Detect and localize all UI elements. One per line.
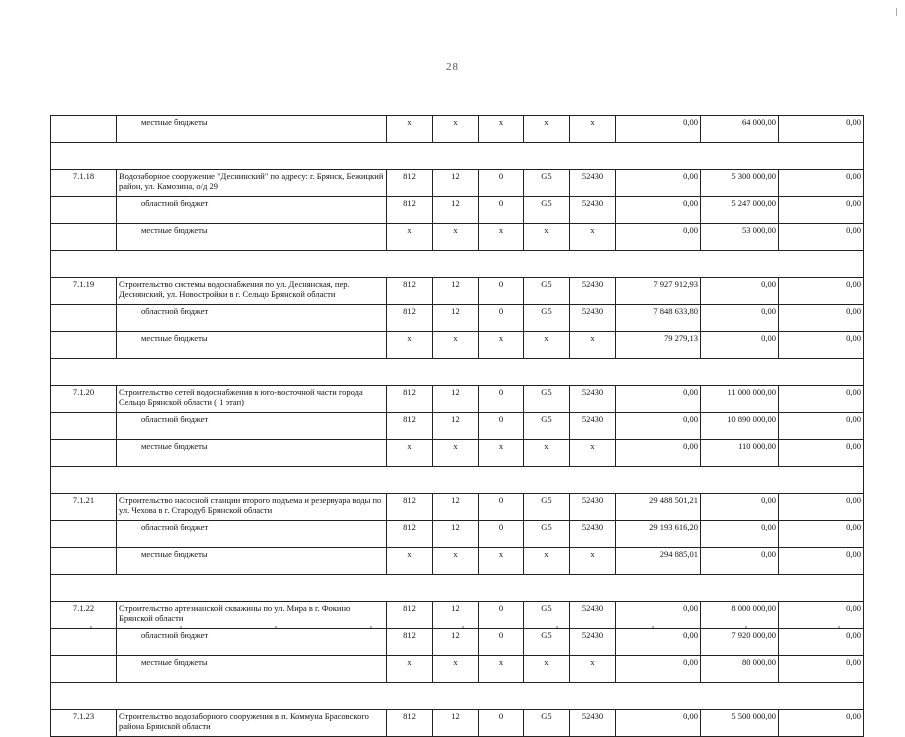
- row-number-cell: [51, 305, 117, 332]
- code-2-cell: 12: [433, 521, 479, 548]
- row-name-cell: Строительство артезианской скважины по ул. Мира в г. Фокино Брянской области: [117, 602, 387, 629]
- amount-3-cell: 0,00: [779, 197, 864, 224]
- scan-speck: [180, 626, 182, 628]
- code-1-cell: 812: [387, 386, 433, 413]
- table-row: [51, 197, 864, 224]
- amount-2-cell: 5 247 000,00: [701, 197, 779, 224]
- code-1-cell: x: [387, 440, 433, 467]
- amount-1-cell: 0,00: [616, 710, 701, 737]
- code-2-cell: 12: [433, 629, 479, 656]
- page-number: 28: [446, 61, 459, 73]
- table-row: [51, 332, 864, 359]
- separator-cell: [51, 467, 864, 494]
- row-name-cell: местные бюджеты: [117, 548, 387, 575]
- code-4-cell: G5: [524, 413, 570, 440]
- code-1-cell: 812: [387, 278, 433, 305]
- amount-2-cell: 5 500 000,00: [701, 710, 779, 737]
- row-number-cell: [51, 521, 117, 548]
- table-row: [51, 278, 864, 305]
- code-5-cell: 52430: [570, 710, 616, 737]
- code-3-cell: x: [479, 332, 524, 359]
- amount-1-cell: 7 927 912,93: [616, 278, 701, 305]
- code-4-cell: G5: [524, 305, 570, 332]
- code-2-cell: 12: [433, 305, 479, 332]
- table-row: [51, 548, 864, 575]
- amount-2-cell: 0,00: [701, 521, 779, 548]
- table-row: [51, 629, 864, 656]
- table-row: [51, 305, 864, 332]
- amount-2-cell: 8 000 000,00: [701, 602, 779, 629]
- code-3-cell: 0: [479, 521, 524, 548]
- row-name-cell: Строительство системы водоснабжения по ул. Деснянская, пер. Деснянский, ул. Новостройки в г. Сельцо Брянской области: [117, 278, 387, 305]
- amount-2-cell: 0,00: [701, 494, 779, 521]
- code-5-cell: 52430: [570, 494, 616, 521]
- code-3-cell: 0: [479, 278, 524, 305]
- scan-speck: [90, 626, 92, 628]
- row-number-cell: 7.1.20: [51, 386, 117, 413]
- table-row: [51, 224, 864, 251]
- amount-2-cell: 0,00: [701, 278, 779, 305]
- amount-3-cell: 0,00: [779, 521, 864, 548]
- separator-cell: [51, 251, 864, 278]
- code-1-cell: x: [387, 116, 433, 143]
- amount-3-cell: 0,00: [779, 440, 864, 467]
- amount-1-cell: 294 885,01: [616, 548, 701, 575]
- amount-1-cell: 0,00: [616, 224, 701, 251]
- code-2-cell: 12: [433, 602, 479, 629]
- amount-2-cell: 80 000,00: [701, 656, 779, 683]
- table-row: [51, 494, 864, 521]
- code-2-cell: x: [433, 548, 479, 575]
- code-5-cell: x: [570, 440, 616, 467]
- code-4-cell: x: [524, 548, 570, 575]
- table-row: [51, 116, 864, 143]
- code-1-cell: x: [387, 548, 433, 575]
- code-5-cell: 52430: [570, 197, 616, 224]
- row-name-cell: областной бюджет: [117, 521, 387, 548]
- table-row: [51, 710, 864, 737]
- table-row: [51, 386, 864, 413]
- code-3-cell: x: [479, 440, 524, 467]
- code-2-cell: 12: [433, 413, 479, 440]
- section-separator: [51, 251, 864, 278]
- amount-2-cell: 53 000,00: [701, 224, 779, 251]
- code-3-cell: x: [479, 116, 524, 143]
- scan-speck: [838, 626, 840, 628]
- section-separator: [51, 359, 864, 386]
- amount-1-cell: 0,00: [616, 629, 701, 656]
- code-2-cell: x: [433, 440, 479, 467]
- code-3-cell: 0: [479, 197, 524, 224]
- row-number-cell: 7.1.18: [51, 170, 117, 197]
- row-number-cell: [51, 440, 117, 467]
- code-1-cell: 812: [387, 602, 433, 629]
- code-3-cell: 0: [479, 305, 524, 332]
- row-number-cell: 7.1.22: [51, 602, 117, 629]
- code-3-cell: 0: [479, 413, 524, 440]
- amount-1-cell: 29 488 501,21: [616, 494, 701, 521]
- row-number-cell: [51, 548, 117, 575]
- code-3-cell: 0: [479, 494, 524, 521]
- code-5-cell: 52430: [570, 602, 616, 629]
- row-number-cell: 7.1.19: [51, 278, 117, 305]
- row-number-cell: [51, 332, 117, 359]
- budget-table: [50, 115, 864, 737]
- code-1-cell: 812: [387, 170, 433, 197]
- code-2-cell: 12: [433, 170, 479, 197]
- amount-3-cell: 0,00: [779, 656, 864, 683]
- code-1-cell: 812: [387, 629, 433, 656]
- code-4-cell: G5: [524, 710, 570, 737]
- row-name-cell: Строительство водозаборного сооружения в п. Коммуна Брасовского района Брянской области: [117, 710, 387, 737]
- code-1-cell: 812: [387, 521, 433, 548]
- code-3-cell: x: [479, 224, 524, 251]
- row-name-cell: областной бюджет: [117, 629, 387, 656]
- amount-1-cell: 0,00: [616, 602, 701, 629]
- row-number-cell: [51, 197, 117, 224]
- code-5-cell: x: [570, 548, 616, 575]
- code-5-cell: x: [570, 332, 616, 359]
- amount-2-cell: 110 000,00: [701, 440, 779, 467]
- code-5-cell: 52430: [570, 413, 616, 440]
- code-1-cell: 812: [387, 710, 433, 737]
- amount-1-cell: 0,00: [616, 170, 701, 197]
- amount-3-cell: 0,00: [779, 278, 864, 305]
- amount-1-cell: 79 279,13: [616, 332, 701, 359]
- amount-3-cell: 0,00: [779, 224, 864, 251]
- code-2-cell: x: [433, 116, 479, 143]
- row-number-cell: [51, 656, 117, 683]
- row-name-cell: Строительство сетей водоснабжения в юго-восточной части города Сельцо Брянской области ( 1 этап): [117, 386, 387, 413]
- scan-speck: [275, 626, 277, 628]
- row-name-cell: местные бюджеты: [117, 656, 387, 683]
- code-1-cell: x: [387, 332, 433, 359]
- amount-2-cell: 0,00: [701, 305, 779, 332]
- code-4-cell: G5: [524, 170, 570, 197]
- code-5-cell: x: [570, 224, 616, 251]
- section-separator: [51, 467, 864, 494]
- code-1-cell: 812: [387, 197, 433, 224]
- row-number-cell: 7.1.21: [51, 494, 117, 521]
- table-row: [51, 521, 864, 548]
- code-1-cell: 812: [387, 413, 433, 440]
- code-4-cell: G5: [524, 386, 570, 413]
- separator-cell: [51, 359, 864, 386]
- code-4-cell: G5: [524, 278, 570, 305]
- code-3-cell: 0: [479, 629, 524, 656]
- amount-2-cell: 11 000 000,00: [701, 386, 779, 413]
- row-number-cell: [51, 224, 117, 251]
- amount-3-cell: 0,00: [779, 710, 864, 737]
- code-3-cell: 0: [479, 710, 524, 737]
- section-separator: [51, 683, 864, 710]
- amount-2-cell: 0,00: [701, 548, 779, 575]
- amount-1-cell: 7 848 633,80: [616, 305, 701, 332]
- code-4-cell: x: [524, 224, 570, 251]
- code-4-cell: x: [524, 332, 570, 359]
- code-2-cell: x: [433, 656, 479, 683]
- scan-speck: [652, 626, 654, 628]
- code-4-cell: x: [524, 116, 570, 143]
- amount-1-cell: 0,00: [616, 116, 701, 143]
- row-number-cell: [51, 413, 117, 440]
- code-1-cell: x: [387, 224, 433, 251]
- amount-3-cell: 0,00: [779, 494, 864, 521]
- code-5-cell: x: [570, 656, 616, 683]
- code-4-cell: G5: [524, 629, 570, 656]
- page-edge-mark: [896, 8, 897, 16]
- code-3-cell: 0: [479, 170, 524, 197]
- code-1-cell: x: [387, 656, 433, 683]
- amount-3-cell: 0,00: [779, 602, 864, 629]
- table-row: [51, 170, 864, 197]
- row-name-cell: Строительство насосной станции второго подъема и резервуара воды по ул. Чехова в г. Стародуб Брянской области: [117, 494, 387, 521]
- code-5-cell: 52430: [570, 305, 616, 332]
- separator-cell: [51, 143, 864, 170]
- table-row: [51, 413, 864, 440]
- row-name-cell: Водозаборное сооружение "Деснинский" по адресу: г. Брянск, Бежицкий район, ул. Камозина, о/д 29: [117, 170, 387, 197]
- code-1-cell: 812: [387, 305, 433, 332]
- row-number-cell: [51, 116, 117, 143]
- code-3-cell: 0: [479, 602, 524, 629]
- code-2-cell: 12: [433, 197, 479, 224]
- budget-table-body: [51, 116, 864, 737]
- code-2-cell: 12: [433, 494, 479, 521]
- amount-3-cell: 0,00: [779, 548, 864, 575]
- code-4-cell: G5: [524, 602, 570, 629]
- amount-3-cell: 0,00: [779, 629, 864, 656]
- code-4-cell: G5: [524, 521, 570, 548]
- row-name-cell: местные бюджеты: [117, 224, 387, 251]
- amount-2-cell: 7 920 000,00: [701, 629, 779, 656]
- code-2-cell: 12: [433, 710, 479, 737]
- scan-speck: [370, 626, 372, 628]
- amount-3-cell: 0,00: [779, 386, 864, 413]
- row-number-cell: 7.1.23: [51, 710, 117, 737]
- amount-1-cell: 0,00: [616, 386, 701, 413]
- section-separator: [51, 143, 864, 170]
- row-name-cell: областной бюджет: [117, 305, 387, 332]
- amount-2-cell: 5 300 000,00: [701, 170, 779, 197]
- amount-2-cell: 0,00: [701, 332, 779, 359]
- amount-3-cell: 0,00: [779, 305, 864, 332]
- scan-speck: [556, 626, 558, 628]
- code-5-cell: 52430: [570, 170, 616, 197]
- code-5-cell: 52430: [570, 521, 616, 548]
- code-3-cell: x: [479, 548, 524, 575]
- row-name-cell: областной бюджет: [117, 197, 387, 224]
- code-3-cell: 0: [479, 386, 524, 413]
- amount-3-cell: 0,00: [779, 116, 864, 143]
- scan-speck: [745, 626, 747, 628]
- row-name-cell: местные бюджеты: [117, 440, 387, 467]
- amount-1-cell: 0,00: [616, 656, 701, 683]
- amount-3-cell: 0,00: [779, 413, 864, 440]
- scan-specks: [0, 626, 905, 632]
- code-5-cell: 52430: [570, 386, 616, 413]
- amount-3-cell: 0,00: [779, 332, 864, 359]
- code-2-cell: x: [433, 224, 479, 251]
- table-row: [51, 656, 864, 683]
- amount-1-cell: 0,00: [616, 413, 701, 440]
- table-row: [51, 440, 864, 467]
- row-name-cell: областной бюджет: [117, 413, 387, 440]
- row-name-cell: местные бюджеты: [117, 332, 387, 359]
- code-5-cell: x: [570, 116, 616, 143]
- amount-1-cell: 0,00: [616, 197, 701, 224]
- amount-1-cell: 0,00: [616, 440, 701, 467]
- section-separator: [51, 575, 864, 602]
- amount-3-cell: 0,00: [779, 170, 864, 197]
- code-4-cell: x: [524, 656, 570, 683]
- separator-cell: [51, 575, 864, 602]
- code-5-cell: 52430: [570, 278, 616, 305]
- scan-speck: [462, 626, 464, 628]
- code-2-cell: 12: [433, 278, 479, 305]
- row-number-cell: [51, 629, 117, 656]
- code-1-cell: 812: [387, 494, 433, 521]
- amount-2-cell: 64 000,00: [701, 116, 779, 143]
- row-name-cell: местные бюджеты: [117, 116, 387, 143]
- code-4-cell: x: [524, 440, 570, 467]
- code-2-cell: 12: [433, 386, 479, 413]
- code-5-cell: 52430: [570, 629, 616, 656]
- amount-1-cell: 29 193 616,20: [616, 521, 701, 548]
- amount-2-cell: 10 890 000,00: [701, 413, 779, 440]
- code-3-cell: x: [479, 656, 524, 683]
- separator-cell: [51, 683, 864, 710]
- table-row: [51, 602, 864, 629]
- code-4-cell: G5: [524, 494, 570, 521]
- code-2-cell: x: [433, 332, 479, 359]
- code-4-cell: G5: [524, 197, 570, 224]
